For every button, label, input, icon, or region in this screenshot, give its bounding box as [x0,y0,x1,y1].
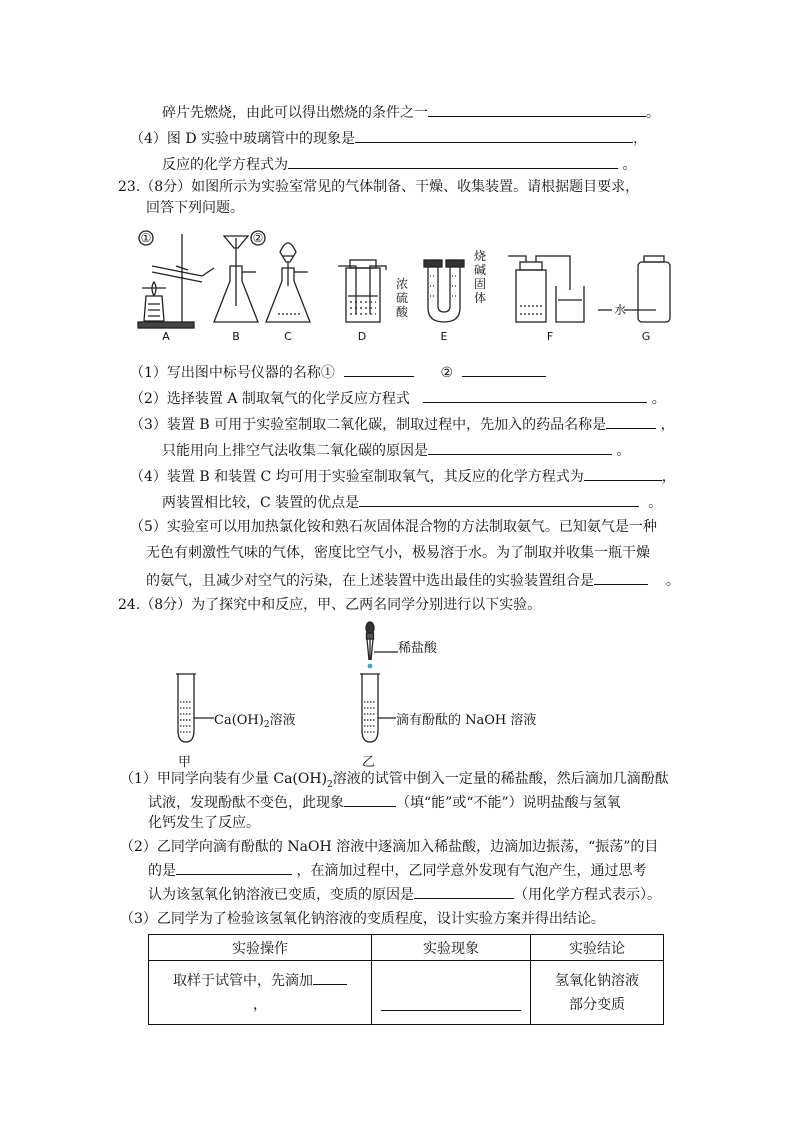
q24-p2b [148,860,646,880]
q23-p1-mid: ② [440,365,454,381]
q24-p1c: 化钙发生了反应。 [148,815,260,831]
droplet [368,664,373,669]
marker-1: ① [140,231,152,245]
q24-p3-num: （3） [120,911,157,927]
jia-solution-label [214,712,296,730]
label-e: E [440,330,448,343]
q22-line1-text: 碎片先燃烧，由此可以得出燃烧的条件之一 [162,105,428,121]
q23-p2-num: （2） [130,391,167,407]
q23-p4 [130,466,676,486]
operation-blank[interactable] [313,970,347,985]
q24-p3 [120,910,605,928]
q23-stem-1: 23.（8分）如图所示为实验室常见的气体制备、干燥、收集装置。请根据题目要求， [118,179,640,195]
table-row [149,961,664,1025]
marker-2: ② [252,231,264,245]
apparatus-c [266,243,310,322]
q23-p3b-end: 。 [616,443,631,459]
phenomenon-blank[interactable] [381,996,521,1011]
experiment-table [148,934,664,1025]
apparatus-e [424,260,464,322]
q24-p2b-post: ，在滴加过程中，乙同学意外发现有气泡产生，通过思考 [296,863,647,879]
q23-p4-end: ， [661,469,676,485]
d-text-3: 酸 [396,305,409,319]
table-header-operation: 实验操作 [149,935,372,961]
q24-p3-text: 乙同学为了检验该氢氧化钠溶液的变质程度，设计实验方案并得出结论。 [156,911,605,927]
q22-line2-text: 图 D 实验中玻璃管中的现象是 [166,131,356,147]
label-g: G [641,330,651,343]
label-c: C [284,330,292,343]
q24-blank-2a[interactable] [176,860,292,875]
label-f: F [546,330,554,343]
q23-p5c-end: 。 [665,573,680,589]
q23-p1-text: 写出图中标号仪器的名称① [166,365,335,381]
test-tube-yi [360,674,396,742]
q24-p1a-post: 溶液的试管中倒入一定量的稀盐酸，然后滴加几滴酚酞 [332,771,669,787]
q24-p1b-pre: 试液，发现酚酞不变色，此现象 [148,795,344,811]
q23-p4b [162,492,662,512]
q23-p3 [130,414,675,434]
yi-solution-label: 滴有酚酞的 NaOH 溶液 [396,713,537,728]
yi-label: 乙 [362,755,376,770]
q22-blank-3[interactable] [288,154,618,169]
q24-p2a-text: 乙同学向滴有酚酞的 NaOH 溶液中逐滴加入稀盐酸，边滴加边振荡，“振荡”的目 [156,839,659,855]
e-text-1: 烧 [474,249,487,263]
label-b: B [232,330,240,343]
q22-line1-end: 。 [646,105,660,121]
q23-p3-num: （3） [130,417,167,433]
q23-p2-text: 选择装置 A 制取氧气的化学反应方程式 [166,391,410,407]
d-text-2: 硫 [396,291,409,305]
table-header-row [149,935,664,961]
q24-p2a [120,838,658,856]
q23-p5-num: （5） [130,519,167,535]
q24-p2-num: （2） [120,839,157,855]
table-cell-operation [149,961,372,1025]
q23-blank-1a[interactable] [344,362,414,377]
e-text-4: 体 [474,291,487,305]
operation-line-1 [153,969,367,993]
q23-p5c [146,570,680,590]
q23-p2 [130,388,666,408]
q23-blank-3b[interactable] [428,440,612,455]
q24-p1b-post: （填“能”或“不能”）说明盐酸与氢氧 [396,795,621,811]
q23-p5c-text: 的氨气，且减少对空气的污染，在上述装置中选出最佳的实验装置组合是 [146,573,594,589]
q24-p1a-sub: 2 [327,779,333,790]
q23-p3-end: ， [660,417,675,433]
q23-p5a [130,518,657,536]
conclusion-line-2: 部分变质 [569,996,625,1013]
dropper-label: 稀盐酸 [398,641,438,656]
e-text-2: 碱 [474,263,487,277]
q24-p2c-pre: 认为该氢氧化钠溶液已变质，变质的原因是 [148,887,414,903]
jia-solution-label-main: Ca(OH) [214,713,264,728]
conclusion-line-1: 氢氧化钠溶液 [555,972,639,989]
q23-p4b-text: 两装置相比较，C 装置的优点是 [162,495,360,511]
q22-blank-1[interactable] [428,102,646,117]
q23-p1 [130,362,546,382]
q23-p2-end: 。 [651,391,666,407]
q22-line3 [162,154,636,174]
q23-p3b-text: 只能用向上排空气法收集二氧化碳的原因是 [162,443,428,459]
apparatus-f [508,256,584,322]
table-cell-conclusion [531,961,664,1025]
table-header-conclusion: 实验结论 [531,935,664,961]
q24-p2c-post: （用化学方程式表示）。 [514,887,661,903]
table-cell-phenomenon [372,961,531,1025]
apparatus-a [138,231,214,328]
q23-p3-text: 装置 B 可用于实验室制取二氧化碳，制取过程中，先加入的药品名称是 [166,417,607,433]
q22-line2 [130,128,647,148]
q23-p5b: 无色有刺激性气味的气体，密度比空气小，极易溶于水。为了制取并收集一瓶干燥 [146,545,650,561]
q24-p1b [148,792,621,812]
water-text: 水 [614,303,627,317]
test-tube-jia [176,674,214,742]
label-a: A [162,330,170,343]
q24-p2b-pre: 的是 [148,863,176,879]
q23-p1-num: （1） [130,365,167,381]
operation-line-2: ， [253,996,267,1013]
q24-p1a [120,770,669,794]
table-header-phenomenon: 实验现象 [372,935,531,961]
q23-p4-num: （4） [130,469,167,485]
q23-p3b [162,440,630,460]
apparatus-figure [132,226,680,344]
q23-p4-text: 装置 B 和装置 C 均可用于实验室制取氧气，其反应的化学方程式为 [166,469,584,485]
q23-blank-4a[interactable] [584,466,662,481]
q24-p1a-pre: 甲同学向装有少量 Ca(OH) [156,771,328,787]
q22-line2-num: （4） [130,131,167,147]
apparatus-d [338,260,386,322]
apparatus-g [598,256,670,322]
q24-blank-1[interactable] [344,792,396,807]
q22-line3-text: 反应的化学方程式为 [162,157,288,173]
jia-label: 甲 [178,755,192,770]
q24-p1-num: （1） [120,771,157,787]
q22-line1 [162,102,660,122]
jia-solution-label-tail: 溶液 [269,713,296,728]
e-text-3: 固 [474,277,487,291]
q22-line2-end: ， [633,131,648,147]
q23-blank-3a[interactable] [606,414,656,429]
q23-blank-5[interactable] [594,570,648,585]
operation-text: 取样于试管中，先滴加 [173,972,313,989]
q24-stem: 24.（8分）为了探究中和反应，甲、乙两名同学分别进行以下实验。 [118,597,542,613]
q24-figure [160,618,580,770]
q22-blank-2[interactable] [355,128,633,143]
q23-blank-4b[interactable] [359,492,639,507]
q23-p5a-text: 实验室可以用加热氯化铵和熟石灰固体混合物的方法制取氨气。已知氨气是一种 [166,519,657,535]
q24-blank-2b[interactable] [414,884,514,899]
q24-p2c [148,884,661,904]
jia-solution-label-sub: 2 [263,720,270,730]
q23-blank-2[interactable] [423,388,647,403]
q23-stem-2: 回答下列问题。 [146,200,244,216]
dropper [366,622,398,660]
q23-blank-1b[interactable] [462,362,546,377]
q22-line3-end: 。 [622,157,637,173]
d-text-1: 浓 [396,277,409,291]
phenomenon-blank-wrap [376,996,526,1015]
q23-p4b-end: 。 [648,495,663,511]
label-d: D [357,330,367,343]
